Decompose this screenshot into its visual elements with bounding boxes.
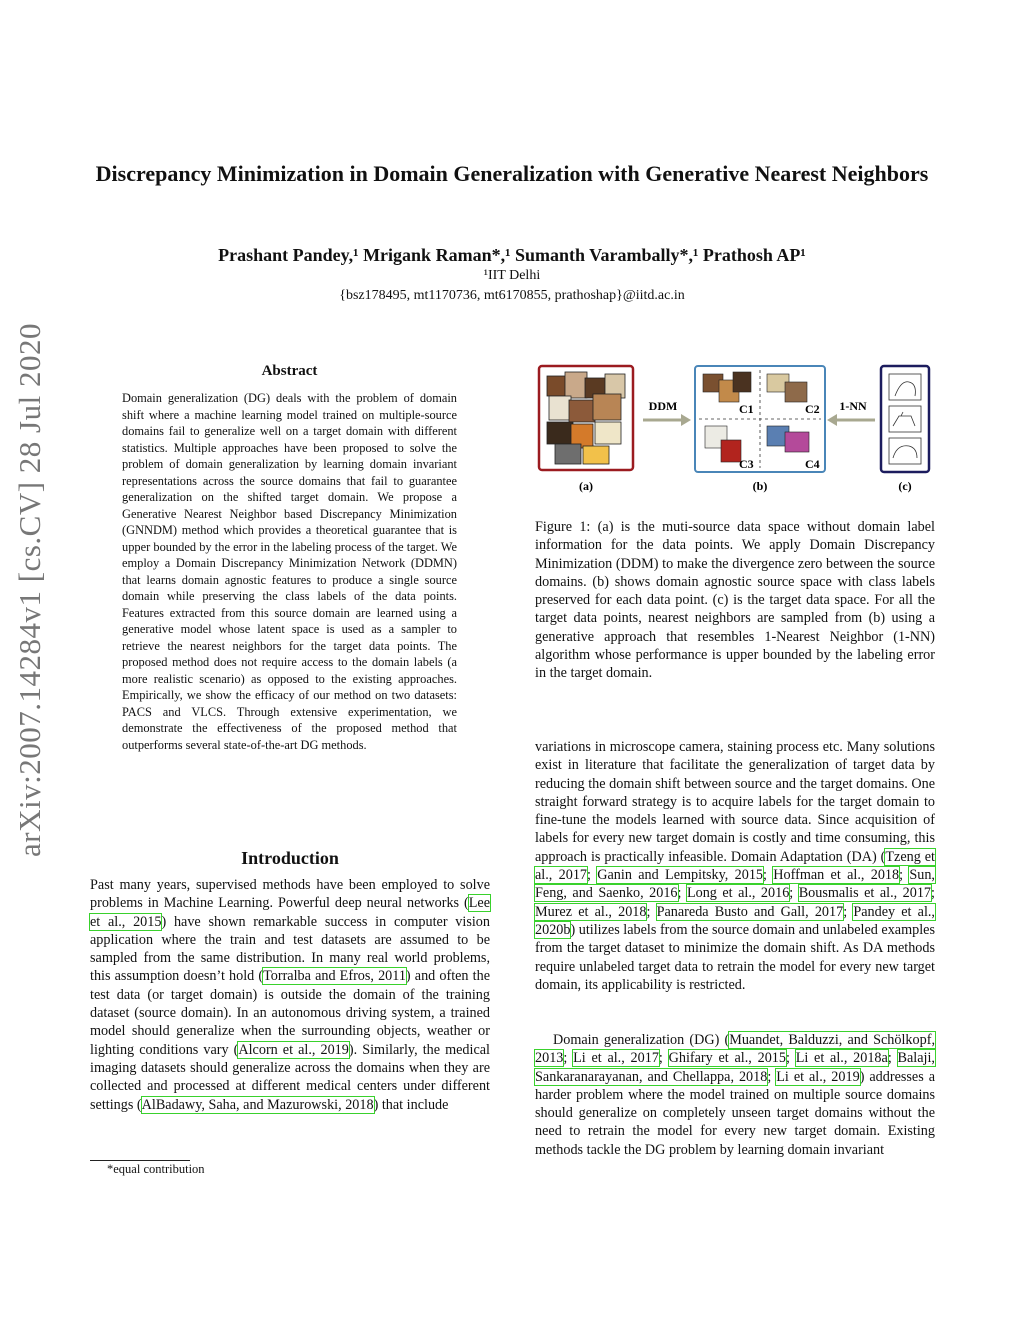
author-list: Prashant Pandey,¹ Mrigank Raman*,¹ Sumanth Varambally*,¹ Prathosh AP¹: [218, 245, 806, 265]
citation-link[interactable]: Muandet, Balduzzi, and Schölkopf, 2013: [535, 1032, 935, 1067]
body-paragraph: variations in microscope camera, staining process etc. Many solutions exist in literature that facilitate the generalization of target data by reducing the domain shift between source and the target domains. One straight forward strategy is to acquire labels for the target domain to fine-tune the models learned with source data. Since acquisition of labels for every new target domain is costly and time consuming, this approach is practically infeasible. Domain Adaptation (DA) (Tzeng et al., 2017; Ganin and Lempitsky, 2015; Hoffman et al., 2018; Sun, Feng, and Saenko, 2016; Long et al., 2016; Bousmalis et al., 2017; Murez et al., 2018; Panareda Busto and Gall, 2017; Pandey et al., 2020b) utilizes labels from the source domain and unlabeled examples from the target dataset to minimize the domain shift. As DA methods require unlabeled target data to retrain the model for every new target domain, its applicability is restricted.: [535, 739, 936, 993]
abstract-text: Domain generalization (DG) deals with the problem of domain shift where a machine learning model trained on multiple-source domains fail to generalize well on a target domain with different statistics. Multiple approaches have been proposed to solve the problem of domain generalization by learning domain invariant representations across the source domains that fail to guarantee generalization on the shifted target domain. We propose a Generative Nearest Neighbor based Discrepancy Minimization (GNNDM) method which provides a theoretical guarantee that is upper bounded by the error in the labeling process of the target. We employ a Domain Discrepancy Minimization Network (DDMN) that learns domain agnostic features to produce a single source domain while preserving the class labels of the data points. Features extracted from this source domain are learned using a generative model whose latent space is used as a sampler to retrieve the nearest neighbors for the target data points. The proposed method does not require access to the domain labels (a more realistic scenario) as opposed to the existing approaches. Empirically, we show the efficacy of our method on two datasets: PACS and VLCS. Through extensive experimentation, we demonstrate the effectiveness of the proposed method that outperforms several state-of-the-art DG methods.: [122, 391, 457, 752]
citation-link[interactable]: Long et al., 2016: [686, 885, 790, 902]
abstract-heading: Abstract: [261, 363, 318, 379]
panel-a-label: (a): [579, 479, 593, 493]
citation-link[interactable]: Balaji, Sankaranarayanan, and Chellappa, 2018: [535, 1050, 935, 1085]
citation-link[interactable]: Li et al., 2018a: [795, 1050, 888, 1067]
ddm-label: DDM: [648, 399, 678, 413]
figure-caption: Figure 1: (a) is the muti-source data space without domain label information for the data points. We apply Domain Discrepancy Minimization (DDM) to make the divergence zero between the source domains. (b) shows domain agnostic source space with class labels preserved for each data point. (c) is the target data space. For all the target data points, nearest neighbors are sampled from (b) using a generative approach that resembles 1-Nearest Neighbor (1-NN) algorithm whose performance is upper bounded by the labeling error in the target domain.: [535, 519, 935, 682]
panel-b-label: (b): [752, 479, 768, 493]
nn-label: 1-NN: [839, 399, 867, 413]
cluster-c3-label: C3: [739, 457, 754, 471]
cluster-c2-label: C2: [805, 402, 820, 416]
citation-link[interactable]: Murez et al., 2018: [535, 903, 647, 920]
panel-c-label: (c): [898, 479, 912, 493]
citation-link[interactable]: Li et al., 2017: [573, 1050, 659, 1067]
nn-arrow: [827, 414, 875, 426]
affiliation: ¹IIT Delhi: [483, 268, 541, 283]
citation-link[interactable]: Sun, Feng, and Saenko, 2016: [535, 867, 935, 902]
citation-link[interactable]: Lee et al., 2015: [90, 895, 490, 930]
citation-link[interactable]: Torralba and Efros, 2011: [263, 968, 406, 985]
intro-paragraph: Past many years, supervised methods have been employed to solve problems in Machine Learning. Powerful deep neural networks (Lee et al., 2015) have shown remarkable success in computer vision application where the train and test datasets are assumed to be sampled from the same distribution. In many real world problems, this assumption doesn’t hold (Torralba and Efros, 2011) and often the test data (or target domain) is outside the domain of the training dataset (source domain). In an autonomous driving system, a trained model should generalize when the surrounding objects, weather or lighting conditions vary (Alcorn et al., 2019). Similarly, the medical imaging datasets should generalize across the domains when they are collected and processed at different medical centers under different settings (AlBadawy, Saha, and Mazurowski, 2018) that include: [90, 877, 490, 1113]
body-paragraph: Domain generalization (DG) (Muandet, Balduzzi, and Schölkopf, 2013; Li et al., 2017; Ghifary et al., 2015; Li et al., 2018a; Balaji, Sankaranarayanan, and Chellappa, 2018; Li et al., 2019) addresses a harder problem where the model trained on multiple source domains should generalize on completely unseen target domains without the need to retrain the model for every new target domain. Existing methods tackle the DG problem by learning domain invariant: [535, 1032, 935, 1158]
citation-link[interactable]: Panareda Busto and Gall, 2017: [656, 903, 844, 920]
citation-link[interactable]: Alcorn et al., 2019: [238, 1041, 349, 1058]
citation-link[interactable]: Tzeng et al., 2017: [535, 848, 936, 884]
citation-link[interactable]: Li et al., 2019: [776, 1068, 860, 1085]
footnote-rule: [90, 1160, 190, 1161]
email-list: {bsz178495, mt1170736, mt6170855, prathoshap}@iitd.ac.in: [339, 288, 685, 303]
citation-link[interactable]: Pandey et al., 2020b: [535, 903, 935, 938]
ddm-arrow: [643, 414, 691, 426]
citation-link[interactable]: Bousmalis et al., 2017: [798, 885, 932, 902]
citation-link[interactable]: Ghifary et al., 2015: [668, 1050, 786, 1067]
footnote: *equal contribution: [107, 1162, 205, 1176]
citation-link[interactable]: Ganin and Lempitsky, 2015: [597, 867, 764, 884]
cluster-c4-label: C4: [805, 457, 820, 471]
citation-link[interactable]: AlBadawy, Saha, and Mazurowski, 2018: [141, 1096, 374, 1113]
citation-link[interactable]: Hoffman et al., 2018: [773, 867, 900, 884]
cluster-c1-label: C1: [739, 402, 754, 416]
introduction-heading: Introduction: [241, 848, 339, 868]
paper-title: Discrepancy Minimization in Domain Generalization with Generative Nearest Neighbors: [95, 161, 929, 186]
arxiv-id: arXiv:2007.14284v1 [cs.CV] 28 Jul 2020: [12, 323, 47, 857]
arxiv-stamp: [0, 210, 60, 970]
figure-1: [535, 360, 935, 500]
